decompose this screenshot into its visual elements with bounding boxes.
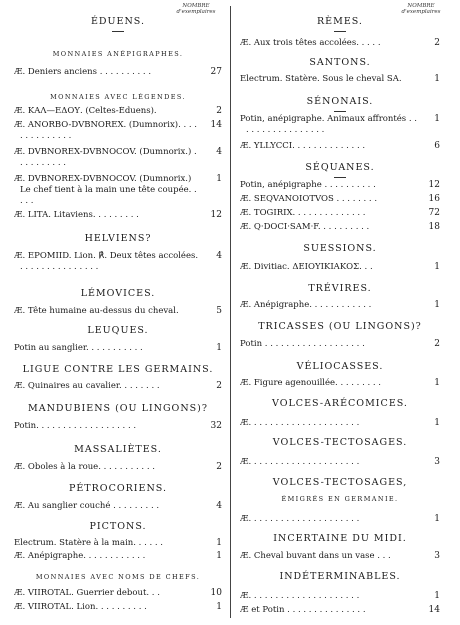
entry-row bbox=[240, 180, 440, 191]
entry-description: Æ. Cheval buvant dans un vase . . . bbox=[240, 551, 391, 561]
section-heading-indeterminables: INDÉTERMINABLES. bbox=[279, 571, 401, 582]
entry-row bbox=[240, 339, 440, 350]
section-heading-ligue: LIGUE CONTRE LES GERMAINS. bbox=[22, 364, 214, 375]
entry-row bbox=[14, 343, 222, 354]
entry-count: 16 bbox=[428, 194, 440, 204]
entry-row bbox=[14, 106, 222, 117]
entry-row bbox=[14, 551, 222, 562]
entry-row bbox=[240, 605, 440, 616]
entry-count: 2 bbox=[216, 462, 222, 472]
entry-row bbox=[240, 300, 440, 311]
entry-row bbox=[240, 74, 440, 85]
entry-count: 27 bbox=[210, 67, 222, 77]
entry-count: 1 bbox=[216, 551, 222, 561]
entry-description: Æ et Potin . . . . . . . . . . . . . . . bbox=[240, 605, 366, 615]
section-heading-senonais: SÉNONAIS. bbox=[306, 96, 374, 107]
entry-description: Æ. Deniers anciens . . . . . . . . . . bbox=[14, 67, 152, 77]
entry-description: Æ. DVBNOREX-DVBNOCOV. (Dumnorix.) Le chef tient à la main une tête coupée. . . . . bbox=[14, 174, 197, 206]
entry-row bbox=[14, 501, 222, 512]
entry-count: 1 bbox=[434, 378, 440, 388]
entry-description: Æ. ANORBO-DVBNOREX. (Dumnorix). . . . . . . . . . . . . . bbox=[14, 120, 197, 141]
entry-count: 14 bbox=[428, 605, 440, 615]
column-divider bbox=[230, 6, 231, 618]
entry-row bbox=[14, 538, 222, 549]
entry-count: 1 bbox=[216, 602, 222, 612]
entry-count: 1 bbox=[434, 514, 440, 524]
column-header-left: NOMBRE d'exemplaires bbox=[176, 3, 216, 15]
entry-description: Æ. Q·DOCI·SAM·F. . . . . . . . . . bbox=[240, 222, 370, 232]
entry-description: Æ. TOGIRIX. . . . . . . . . . . . . . bbox=[240, 208, 366, 218]
section-heading-leuques: LEUQUES. bbox=[87, 325, 149, 336]
entry-description: Electrum. Statère à la main. . . . . . bbox=[14, 538, 163, 548]
entry-row bbox=[14, 421, 222, 432]
entry-count: 1 bbox=[434, 74, 440, 84]
entry-count: 1 bbox=[434, 262, 440, 272]
entry-count: 32 bbox=[210, 421, 222, 431]
entry-description: Potin au sanglier. . . . . . . . . . . bbox=[14, 343, 143, 353]
entry-count: 2 bbox=[216, 381, 222, 391]
entry-description: Æ. VIIROTAL. Lion. . . . . . . . . . bbox=[14, 602, 147, 612]
entry-description: Æ. YLLYCCI. . . . . . . . . . . . . . bbox=[240, 141, 366, 151]
section-heading-santons: SANTONS. bbox=[309, 57, 371, 68]
column-header-right: NOMBRE d'exemplaires bbox=[401, 3, 441, 15]
entry-count: 72 bbox=[428, 208, 440, 218]
section-heading-suessions: SUESSIONS. bbox=[303, 243, 377, 254]
section-heading-veliocasses: VÉLIOCASSES. bbox=[296, 361, 384, 372]
entry-description: Potin. . . . . . . . . . . . . . . . . . . bbox=[14, 421, 137, 431]
heading-rule bbox=[334, 111, 346, 112]
entry-row bbox=[14, 210, 222, 221]
entry-count: 1 bbox=[216, 343, 222, 353]
entry-row bbox=[240, 141, 440, 152]
entry-description: Æ. Au sanglier couché . . . . . . . . . bbox=[14, 501, 160, 511]
entry-count: 1 bbox=[216, 538, 222, 548]
entry-count: 14 bbox=[210, 120, 222, 130]
entry-row bbox=[14, 67, 222, 78]
entry-row bbox=[14, 381, 222, 392]
entry-description: Æ. LITA. Litaviens. . . . . . . . . bbox=[14, 210, 139, 220]
section-heading-massalietes: MASSALIÈTES. bbox=[74, 444, 162, 455]
entry-description: Æ. Divitiac. ΔΕΙΟΥΙΚΙΑΚΟΣ. . . bbox=[240, 262, 373, 272]
entry-row bbox=[14, 462, 222, 473]
entry-count: 2 bbox=[434, 339, 440, 349]
entry-row bbox=[240, 418, 440, 429]
entry-count: 12 bbox=[428, 180, 440, 190]
section-heading-petrocoriens: PÉTROCORIENS. bbox=[68, 483, 167, 494]
section-heading-incertaine: INCERTAINE DU MIDI. bbox=[273, 533, 407, 544]
entry-description: Electrum. Statère. Sous le cheval SA. bbox=[240, 74, 402, 84]
section-heading-pictons: PICTONS. bbox=[89, 521, 147, 532]
entry-row bbox=[240, 378, 440, 389]
section-heading-volces-tectosages-2: VOLCES-TECTOSAGES, bbox=[272, 477, 408, 488]
entry-count: 18 bbox=[428, 222, 440, 232]
entry-description: Æ. SEQVANOIOTVOS . . . . . . . . bbox=[240, 194, 378, 204]
entry-count: 1 bbox=[434, 300, 440, 310]
entry-row bbox=[14, 588, 222, 599]
entry-row bbox=[14, 174, 222, 207]
section-heading-lemovices: LÉMOVICES. bbox=[80, 288, 156, 299]
entry-row bbox=[240, 551, 440, 562]
subheading-pictons-s1: MONNAIES AVEC NOMS DE CHEFS. bbox=[35, 573, 201, 581]
entry-row bbox=[240, 194, 440, 205]
entry-description: Æ. VIIROTAL. Guerrier debout. . . bbox=[14, 588, 160, 598]
section-heading-remes: RÈMES. bbox=[317, 16, 363, 27]
entry-description: Æ. . . . . . . . . . . . . . . . . . . . . bbox=[240, 457, 360, 467]
entry-count: 10 bbox=[210, 588, 222, 598]
subheading-volces-tectosages-2-s1: ÉMIGRÉS EN GERMANIE. bbox=[281, 495, 399, 503]
heading-rule bbox=[112, 31, 124, 32]
entry-count: 1 bbox=[434, 418, 440, 428]
entry-description: Æ. Quinaires au cavalier. . . . . . . . bbox=[14, 381, 160, 391]
section-heading-helviens: HELVIENS? bbox=[84, 233, 152, 244]
entry-row bbox=[240, 262, 440, 273]
entry-description: Æ. ΚΑΛ—ΕΔΟΥ. (Celtes-Éduens). bbox=[14, 106, 157, 116]
entry-description: Æ. . . . . . . . . . . . . . . . . . . . . bbox=[240, 514, 360, 524]
section-heading-volces-tectosages: VOLCES-TECTOSAGES. bbox=[272, 437, 408, 448]
entry-row bbox=[240, 591, 440, 602]
entry-description: Æ. Anépigraphe. . . . . . . . . . . . bbox=[14, 551, 146, 561]
entry-description: Æ. Figure agenouillée. . . . . . . . . bbox=[240, 378, 381, 388]
entry-row bbox=[240, 222, 440, 233]
entry-description: Potin . . . . . . . . . . . . . . . . . . . bbox=[240, 339, 365, 349]
entry-description: Potin, anépigraphe . . . . . . . . . . bbox=[240, 180, 376, 190]
section-heading-trevires: TRÉVIRES. bbox=[308, 283, 372, 294]
section-heading-sequanes: SÉQUANES. bbox=[305, 162, 375, 173]
entry-row bbox=[240, 114, 440, 136]
entry-count: 3 bbox=[434, 457, 440, 467]
entry-count: 3 bbox=[434, 551, 440, 561]
heading-rule bbox=[334, 31, 346, 32]
entry-row bbox=[240, 208, 440, 219]
entry-description: Æ. Aux trois têtes accolées. . . . . bbox=[240, 38, 381, 48]
entry-count: 5 bbox=[216, 306, 222, 316]
entry-count: 6 bbox=[434, 141, 440, 151]
section-heading-tricasses: TRICASSES (OU LINGONS)? bbox=[258, 321, 422, 332]
entry-description: Æ. EPOMIID. Lion. ℟. Deux têtes accolées. . . . . . . . . . . . . . . . bbox=[14, 251, 199, 272]
entry-count: 2 bbox=[434, 38, 440, 48]
entry-row bbox=[14, 306, 222, 317]
heading-rule bbox=[334, 177, 346, 178]
entry-description: Æ. Tête humaine au-dessus du cheval. bbox=[14, 306, 179, 316]
subheading-eduens-s1: MONNAIES ANÉPIGRAPHES. bbox=[52, 50, 184, 58]
section-heading-mandubiens: MANDUBIENS (OU LINGONS)? bbox=[28, 403, 208, 414]
entry-row bbox=[14, 602, 222, 613]
entry-description: Æ. . . . . . . . . . . . . . . . . . . . . bbox=[240, 591, 360, 601]
entry-row bbox=[14, 120, 222, 142]
entry-count: 1 bbox=[434, 591, 440, 601]
entry-count: 1 bbox=[434, 114, 440, 124]
entry-count: 4 bbox=[216, 251, 222, 261]
entry-count: 2 bbox=[216, 106, 222, 116]
section-heading-volces-arecomices: VOLCES-ARÉCOMICES. bbox=[272, 398, 408, 409]
entry-description: Æ. DVBNOREX-DVBNOCOV. (Dumnorix.) . . . . . . . . . . bbox=[14, 147, 197, 168]
entry-count: 4 bbox=[216, 147, 222, 157]
entry-description: Æ. . . . . . . . . . . . . . . . . . . . . bbox=[240, 418, 360, 428]
entry-count: 1 bbox=[216, 174, 222, 184]
entry-row bbox=[240, 457, 440, 468]
entry-row bbox=[240, 38, 440, 49]
entry-row bbox=[14, 147, 222, 169]
entry-description: Æ. Oboles à la roue. . . . . . . . . . . bbox=[14, 462, 155, 472]
entry-count: 4 bbox=[216, 501, 222, 511]
subheading-eduens-s2: MONNAIES AVEC LÉGENDES. bbox=[50, 93, 186, 101]
section-heading-eduens: ÉDUENS. bbox=[91, 16, 145, 27]
entry-description: Potin, anépigraphe. Animaux affrontés . . . . . . . . . . . . . . . . . bbox=[240, 114, 417, 135]
entry-row bbox=[14, 251, 222, 273]
entry-count: 12 bbox=[210, 210, 222, 220]
entry-row bbox=[240, 514, 440, 525]
entry-description: Æ. Anépigraphe. . . . . . . . . . . . bbox=[240, 300, 372, 310]
